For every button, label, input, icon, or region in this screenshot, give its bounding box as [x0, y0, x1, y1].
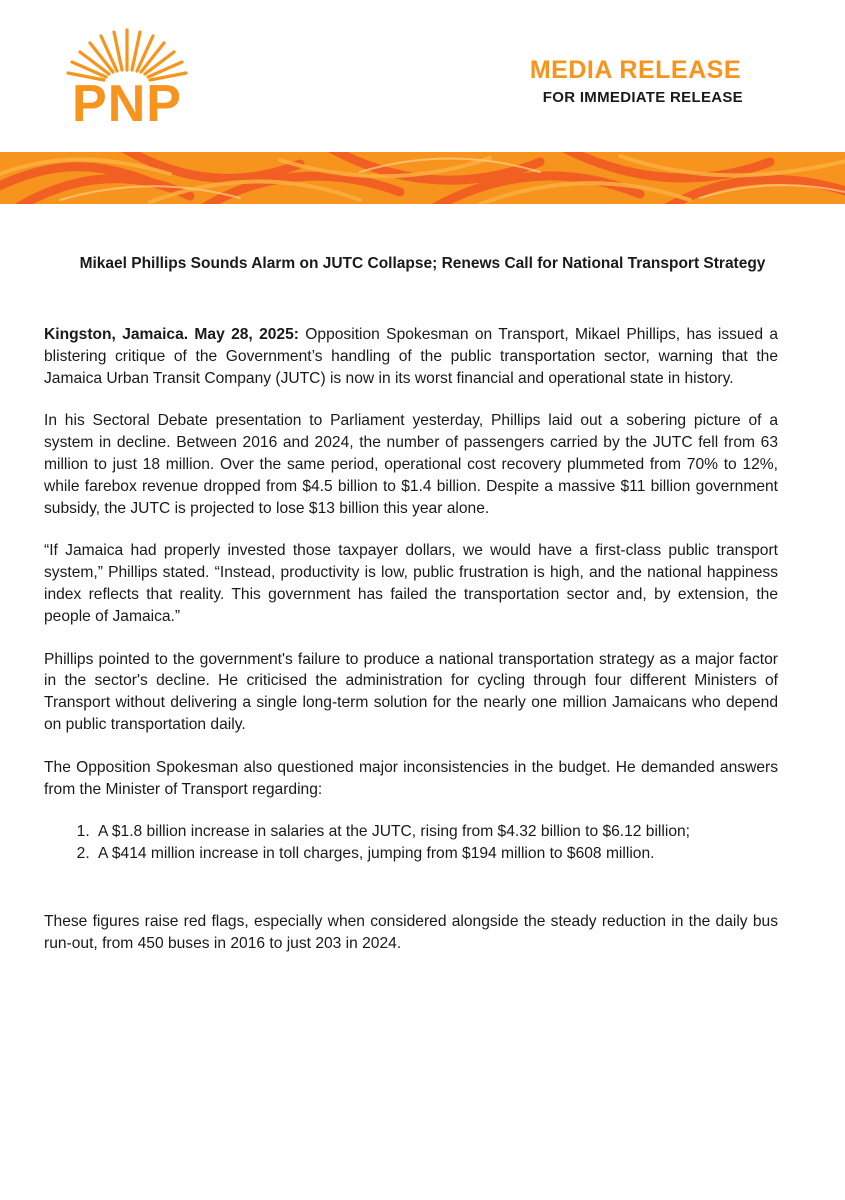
paragraph-strategy: Phillips pointed to the government's failure to produce a national transportation strategy as a major factor in the sector's decline. He criticised the administration for cycling through four different Ministers of Transport without delivering a single long-term solution for the nearly one million Jamaicans who depend on public transportation daily.: [44, 650, 778, 733]
paragraph-quote: “If Jamaica had properly invested those taxpayer dollars, we would have a first-class public transport system,” Phillips stated. “Instead, productivity is low, public frustration is high, and the national happiness index reflects that reality. This government has failed the transportation sector and, by extension, the people of Jamaica.”: [44, 542, 778, 625]
logo-wordmark: PNP: [72, 75, 182, 133]
decorative-banner: [0, 152, 845, 204]
closing-paragraph: These figures raise red flags, especially when considered alongside the steady reduction in the daily bus run-out, from 450 buses in 2016 to just 203 in 2024.: [44, 912, 778, 952]
list-item: 1. A $1.8 billion increase in salaries at the JUTC, rising from $4.32 billion to $6.12 billion;: [94, 821, 778, 843]
list-item: 2. A $414 million increase in toll charges, jumping from $194 million to $608 million.: [94, 843, 778, 865]
dateline: Kingston, Jamaica. May 28, 2025:: [44, 326, 299, 343]
headline: Mikael Phillips Sounds Alarm on JUTC Collapse; Renews Call for National Transport Strategy: [79, 255, 766, 272]
immediate-release-label: FOR IMMEDIATE RELEASE: [542, 89, 743, 106]
media-release-title: MEDIA RELEASE: [529, 56, 741, 84]
budget-questions-list: [44, 821, 778, 865]
pnp-logo: [62, 24, 192, 134]
paragraph-statistics: In his Sectoral Debate presentation to Parliament yesterday, Phillips laid out a sobering picture of a system in decline. Between 2016 and 2024, the number of passengers carried by the JUTC fell from 63 million to just 18 million. Over the same period, operational cost recovery plummeted from 70% to 12%, while farebox revenue dropped from $4.5 billion to $1.4 billion. Despite a massive $11 billion government subsidy, the JUTC is projected to lose $13 billion this year alone.: [44, 412, 778, 517]
paragraph-budget: The Opposition Spokesman also questioned major inconsistencies in the budget. He demanded answers from the Minister of Transport regarding:: [44, 758, 778, 798]
article-body: [44, 324, 778, 955]
intro-text: Opposition Spokesman on Transport, Mikael Phillips, has issued a blistering critique of the Government’s handling of the public transportation sector, warning that the Jamaica Urban Transit Company (JUTC) is now in its worst financial and operational state in history.: [44, 326, 778, 387]
intro-paragraph: [44, 324, 778, 389]
